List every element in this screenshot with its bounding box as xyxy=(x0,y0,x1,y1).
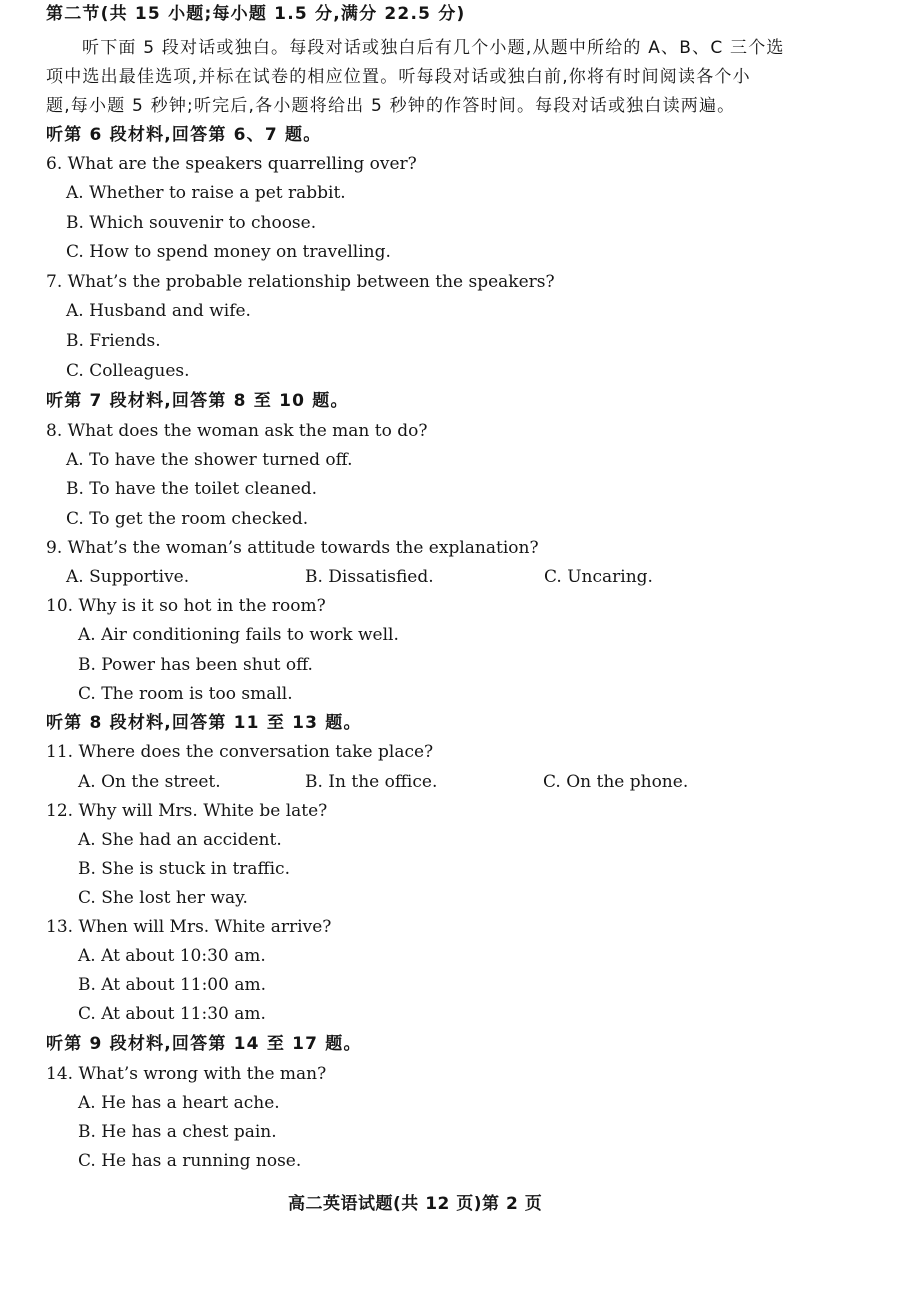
option-b: B. Dissatisfied. xyxy=(305,567,434,587)
question-stem: 9. What’s the woman’s attitude towards the explanation? xyxy=(46,538,539,558)
question-stem: 7. What’s the probable relationship between the speakers? xyxy=(46,272,555,292)
instruction-line-3: 题,每小题 5 秒钟;听完后,各小题将给出 5 秒钟的作答时间。每段对话或独白读两遍。 xyxy=(46,96,736,116)
option-c: C. She lost her way. xyxy=(78,888,248,908)
option-c: C. How to spend money on travelling. xyxy=(66,242,391,262)
option-c: C. Uncaring. xyxy=(544,567,653,587)
option-a: A. Husband and wife. xyxy=(66,301,251,321)
group-heading: 听第 7 段材料,回答第 8 至 10 题。 xyxy=(46,391,349,411)
question-stem: 13. When will Mrs. White arrive? xyxy=(46,917,332,937)
question-stem: 6. What are the speakers quarrelling over? xyxy=(46,154,417,174)
question-stem: 14. What’s wrong with the man? xyxy=(46,1064,327,1084)
section-title: 第二节(共 15 小题;每小题 1.5 分,满分 22.5 分) xyxy=(46,4,466,24)
option-b: B. He has a chest pain. xyxy=(78,1122,277,1142)
option-a: A. Whether to raise a pet rabbit. xyxy=(66,183,346,203)
option-a: A. At about 10:30 am. xyxy=(78,946,266,966)
question-stem: 11. Where does the conversation take place? xyxy=(46,742,434,762)
option-c: C. Colleagues. xyxy=(66,361,190,381)
option-a: A. He has a heart ache. xyxy=(78,1093,280,1113)
option-c: C. He has a running nose. xyxy=(78,1151,302,1171)
group-heading: 听第 9 段材料,回答第 14 至 17 题。 xyxy=(46,1034,362,1054)
question-stem: 10. Why is it so hot in the room? xyxy=(46,596,326,616)
option-b: B. Friends. xyxy=(66,331,161,351)
option-a: A. To have the shower turned off. xyxy=(66,450,353,470)
group-heading: 听第 6 段材料,回答第 6、7 题。 xyxy=(46,125,322,145)
option-b: B. Which souvenir to choose. xyxy=(66,213,317,233)
question-stem: 12. Why will Mrs. White be late? xyxy=(46,801,328,821)
option-b: B. To have the toilet cleaned. xyxy=(66,479,318,499)
instruction-line-2: 项中选出最佳选项,并标在试卷的相应位置。听每段对话或独白前,你将有时间阅读各个小 xyxy=(46,67,751,87)
option-a: A. On the street. xyxy=(78,772,221,792)
option-b: B. Power has been shut off. xyxy=(78,655,313,675)
option-c: C. On the phone. xyxy=(543,772,689,792)
instruction-line-1: 听下面 5 段对话或独白。每段对话或独白后有几个小题,从题中所给的 A、B、C 三个选 xyxy=(82,38,785,58)
option-b: B. In the office. xyxy=(305,772,438,792)
question-stem: 8. What does the woman ask the man to do? xyxy=(46,421,428,441)
page-footer: 高二英语试题(共 12 页)第 2 页 xyxy=(288,1194,543,1214)
option-c: C. To get the room checked. xyxy=(66,509,309,529)
option-a: A. Air conditioning fails to work well. xyxy=(78,625,399,645)
group-heading: 听第 8 段材料,回答第 11 至 13 题。 xyxy=(46,713,362,733)
option-c: C. The room is too small. xyxy=(78,684,293,704)
option-a: A. Supportive. xyxy=(66,567,190,587)
option-b: B. She is stuck in traffic. xyxy=(78,859,290,879)
option-c: C. At about 11:30 am. xyxy=(78,1004,266,1024)
option-b: B. At about 11:00 am. xyxy=(78,975,267,995)
option-a: A. She had an accident. xyxy=(78,830,282,850)
